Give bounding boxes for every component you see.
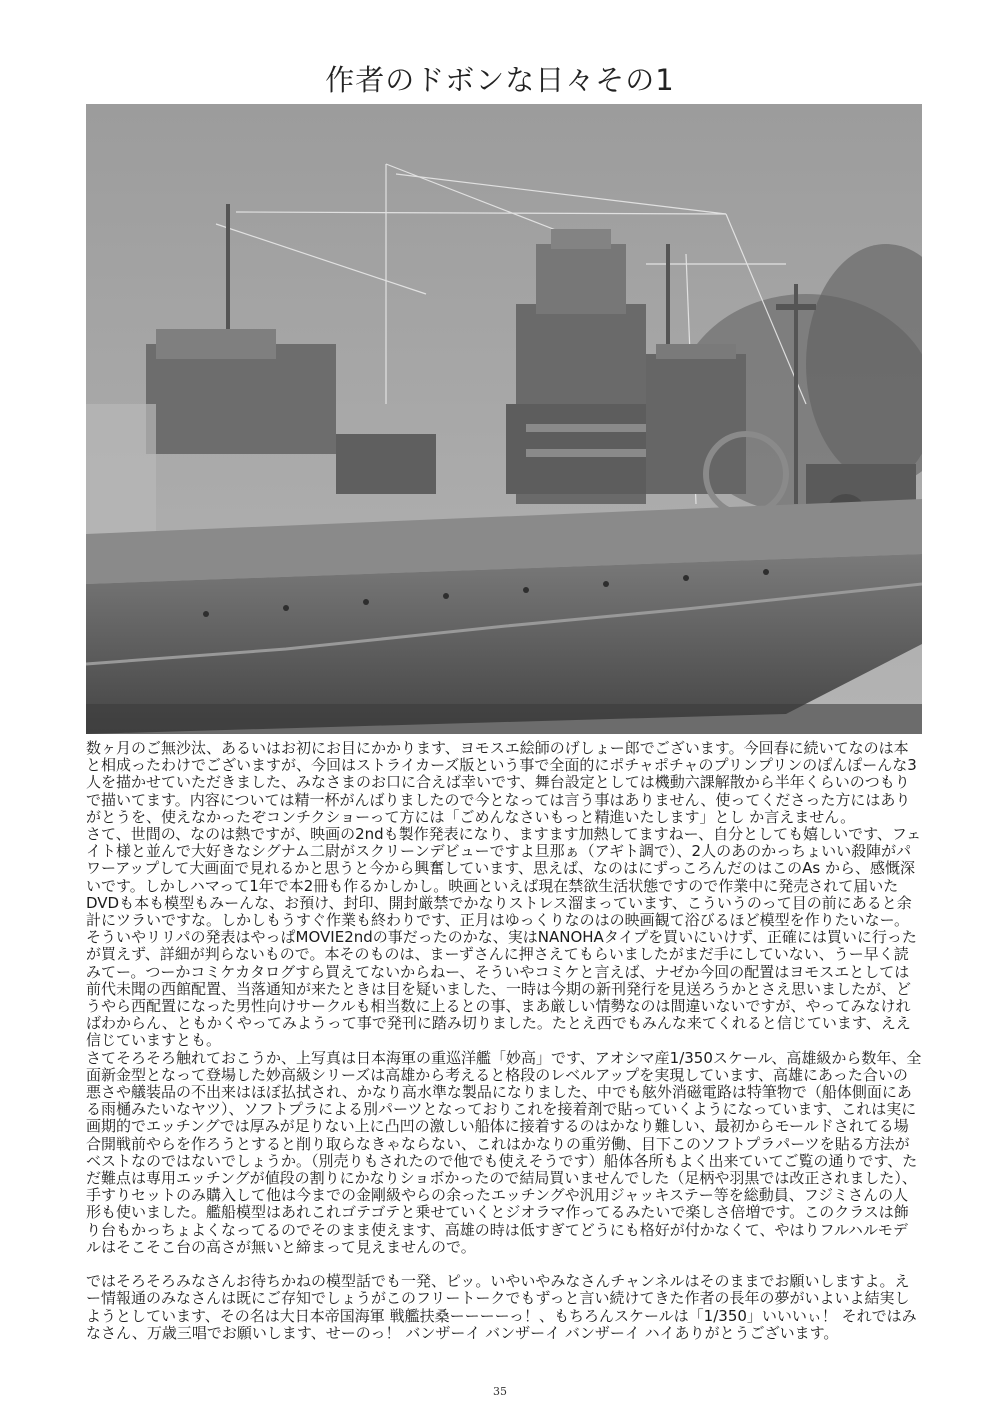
page-number: 35: [493, 1385, 507, 1398]
paragraph-announcement: ではそろそろみなさんお待ちかねの模型話でも一発、ピッ。いやいやみなさんチャンネルはそのままでお願いしますよ。えー情報通のみなさんは既にご存知でしょうがこのフリートークでもずっと言い続けてきた作者の長年の夢がいよいよ結実しようとしています、その名は大日本帝国海軍 戦艦扶桑ーーーーっ！、もちろんスケールは「1/350」いいいぃ！ それではみなさん、万歳三唱でお願いします、せーのっ！ バンザーイ バンザーイ バンザーイ ハイありがとうございます。: [86, 1272, 917, 1342]
paragraph-intro: 数ヶ月のご無沙汰、あるいはお初にお目にかかります、ヨモスエ絵師のげしょー郎でございます。今回春に続いてなのは本と相成ったわけでございますが、今回はストライカーズ版という事で全面的にポチャポチャのプリンプリンのぽんぽーんな3人を描かせていただきました、みなさまのお口に合えば幸いです、舞台設定としては機動六課解散から半年くらいのつもりで描いてます。内容については精一杯がんばりましたので今となっては言う事はありません、使ってくださった方にはありがとうを、使えなかったぞコンチクショーって方には「ごめんなさいもっと精進いたします」とし か言えません。: [86, 739, 917, 826]
body-text: [86, 740, 922, 1342]
warship-model-photo: [86, 104, 922, 734]
paragraph-model: さてそろそろ触れておこうか、上写真は日本海軍の重巡洋艦「妙高」です、アオシマ産1/350スケール、高雄級から数年、全面新金型となって登場した妙高級シリーズは高雄から考えると格段のレベルアップを実現しています、高雄にあった合いの悪さや艤装品の不出来はほぼ払拭され、かなり高水準な製品になりました、中でも舷外消磁電路は特筆物で（船体側面にある雨樋みたいなヤツ）、ソフトプラによる別パーツとなっておりこれを接着剤で貼っていくようになっています、これは実に画期的でエッチングでは厚みが足りない上に凸凹の激しい船体に接着するのはかなり難しい、最初からモールドされてる場合開戦前やらを作ろうとすると削り取らなきゃならない、これはかなりの重労働、目下このソフトプラパーツを貼る方法がベストなのではないでしょうか。（別売りもされたので他でも使えそうです）船体各所もよく出来ていてご覧の通りです、ただ難点は専用エッチングが値段の割りにかなりショボかったので結局買いませんでした（足柄や羽黒では改正されました）、手すりセットのみ購入して他は今までの金剛級やらの余ったエッチングや汎用ジャッキステー等を総動員、フジミさんの人形も使いました。艦船模型はあれこれゴテゴテと乗せていくとジオラマ作ってるみたいで楽しさ倍増です。このクラスは飾り台もかっちょよくなってるのでそのまま使えます、高雄の時は低すぎてどうにも格好が付かなくて、やはりフルハルモデルはそこそこ台の高さが無いと締まって見えませんので。: [86, 1048, 922, 1256]
page-title: 作者のドボンな日々その1: [325, 63, 675, 97]
paragraph-movie: さて、世間の、なのは熱ですが、映画の2ndも製作発表になり、ますます加熱してますねー、自分としても嬉しいです、フェイト様と並んで大好きなシグナム二尉がスクリーンデビューですよ旦那ぁ（アギト調で）、2人のあのかっちょいい殺陣がパワーアップして大画面で見れるかと思うと今から興奮しています、思えば、なのはにずっころんだのはこのAs から、感慨深いです。しかしハマって1年で本2冊も作るかしかし。映画といえば現在禁欲生活状態ですので作業中に発売されて届いたDVDも本も模型もみーんな、お預け、封印、開封厳禁でかなりストレス溜まっています、こういうのって目の前にあると余計にツラいですな。しかしもうすぐ作業も終わりです、正月はゆっくりなのはの映画観て浴びるほど模型を作りたいなー。そういやリリパの発表はやっぱMOVIE2ndの事だったのかな、実はNANOHAタイプを買いにいけず、正確には買いに行ったが買えず、詳細が判らないもので。本そのものは、まーずさんに押さえてもらいましたがまだ手にしていない、うー早く読みてー。つーかコミケカタログすら買えてないからねー、そういやコミケと言えば、ナゼか今回の配置はヨモスエとしては前代未聞の西館配置、当落通知が来たときは目を疑いました、一時は今期の新刊発行を見送ろうかとさえ思いましたが、どうやら西配置になった男性向けサークルも相当数に上るとの事、まあ厳しい情勢なのは間違いないですが、やってみなければわからん、ともかくやってみようって事で発刊に踏み切りました。たとえ西でもみんな来てくれると信じています、ええ信じていますとも。: [86, 825, 922, 1050]
